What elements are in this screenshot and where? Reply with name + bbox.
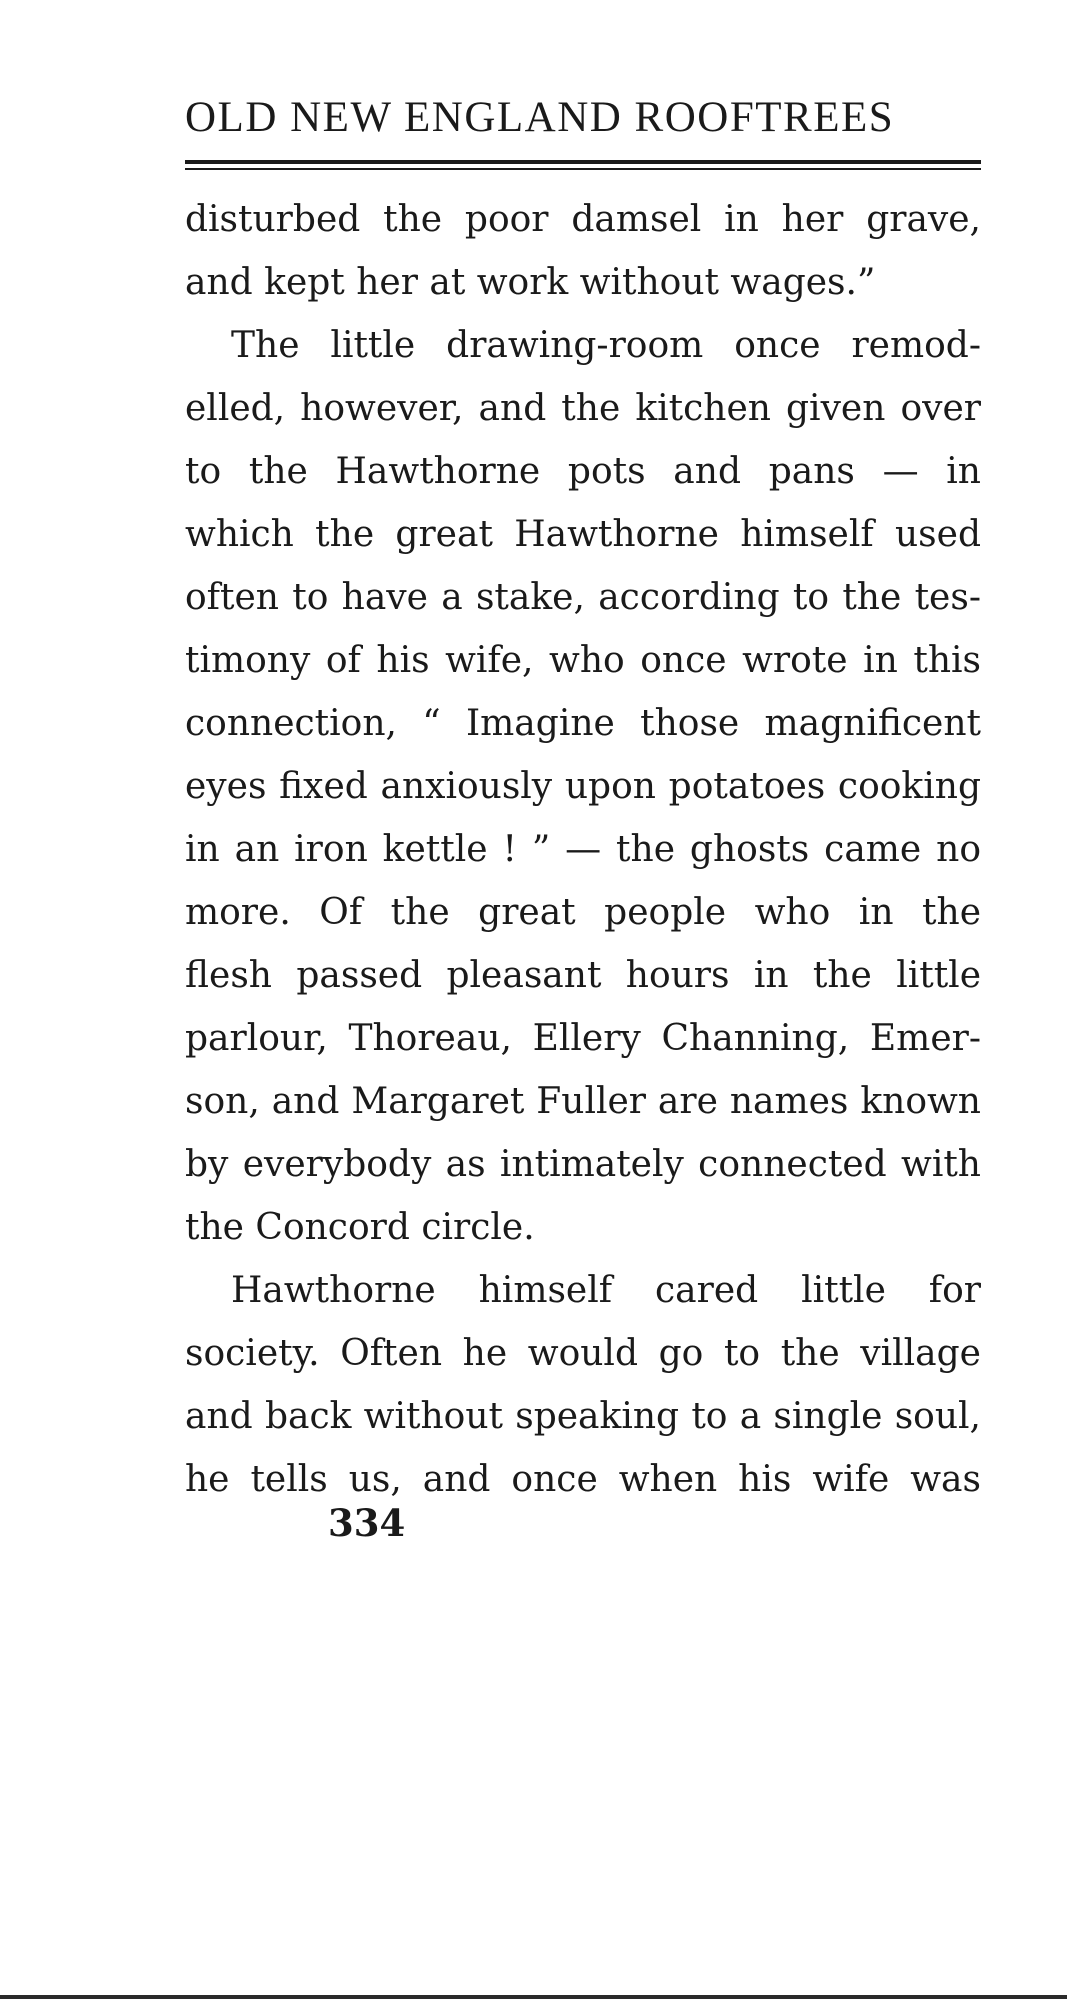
text-line: society. Often he would go to the village [185,1333,981,1374]
body-text [185,188,981,1511]
text-line: which the great Hawthorne himself used [185,514,981,555]
text-line: in an iron kettle ! ” — the ghosts came no [185,829,981,870]
header-rule-thick [185,160,981,164]
running-head: OLD NEW ENGLAND ROOFTREES [185,94,895,141]
text-line: son, and Margaret Fuller are names known [185,1081,981,1122]
text-line: The little drawing-room once remod- [231,325,981,366]
header-rule-thin [185,168,981,170]
text-line: the Concord circle. [185,1207,535,1248]
text-line: connection, “ Imagine those magnificent [185,703,981,744]
text-line: eyes fixed anxiously upon potatoes cooking [185,766,981,807]
text-line: often to have a stake, according to the tes- [185,577,981,618]
text-line: timony of his wife, who once wrote in this [185,640,981,681]
text-line: and back without speaking to a single soul, [185,1396,981,1437]
page-edge-rule [0,1995,1067,1999]
text-line: Hawthorne himself cared little for [231,1270,981,1311]
text-line: to the Hawthorne pots and pans — in [185,451,981,492]
text-line: parlour, Thoreau, Ellery Channing, Emer- [185,1018,981,1059]
page-number: 334 [328,1501,406,1545]
text-line: elled, however, and the kitchen given over [185,388,981,429]
text-line: more. Of the great people who in the [185,892,981,933]
text-line: disturbed the poor damsel in her grave, [185,199,981,240]
text-line: he tells us, and once when his wife was [185,1459,981,1500]
text-line: flesh passed pleasant hours in the little [185,955,981,996]
text-line: and kept her at work without wages.” [185,262,876,303]
text-line: by everybody as intimately connected with [185,1144,981,1185]
